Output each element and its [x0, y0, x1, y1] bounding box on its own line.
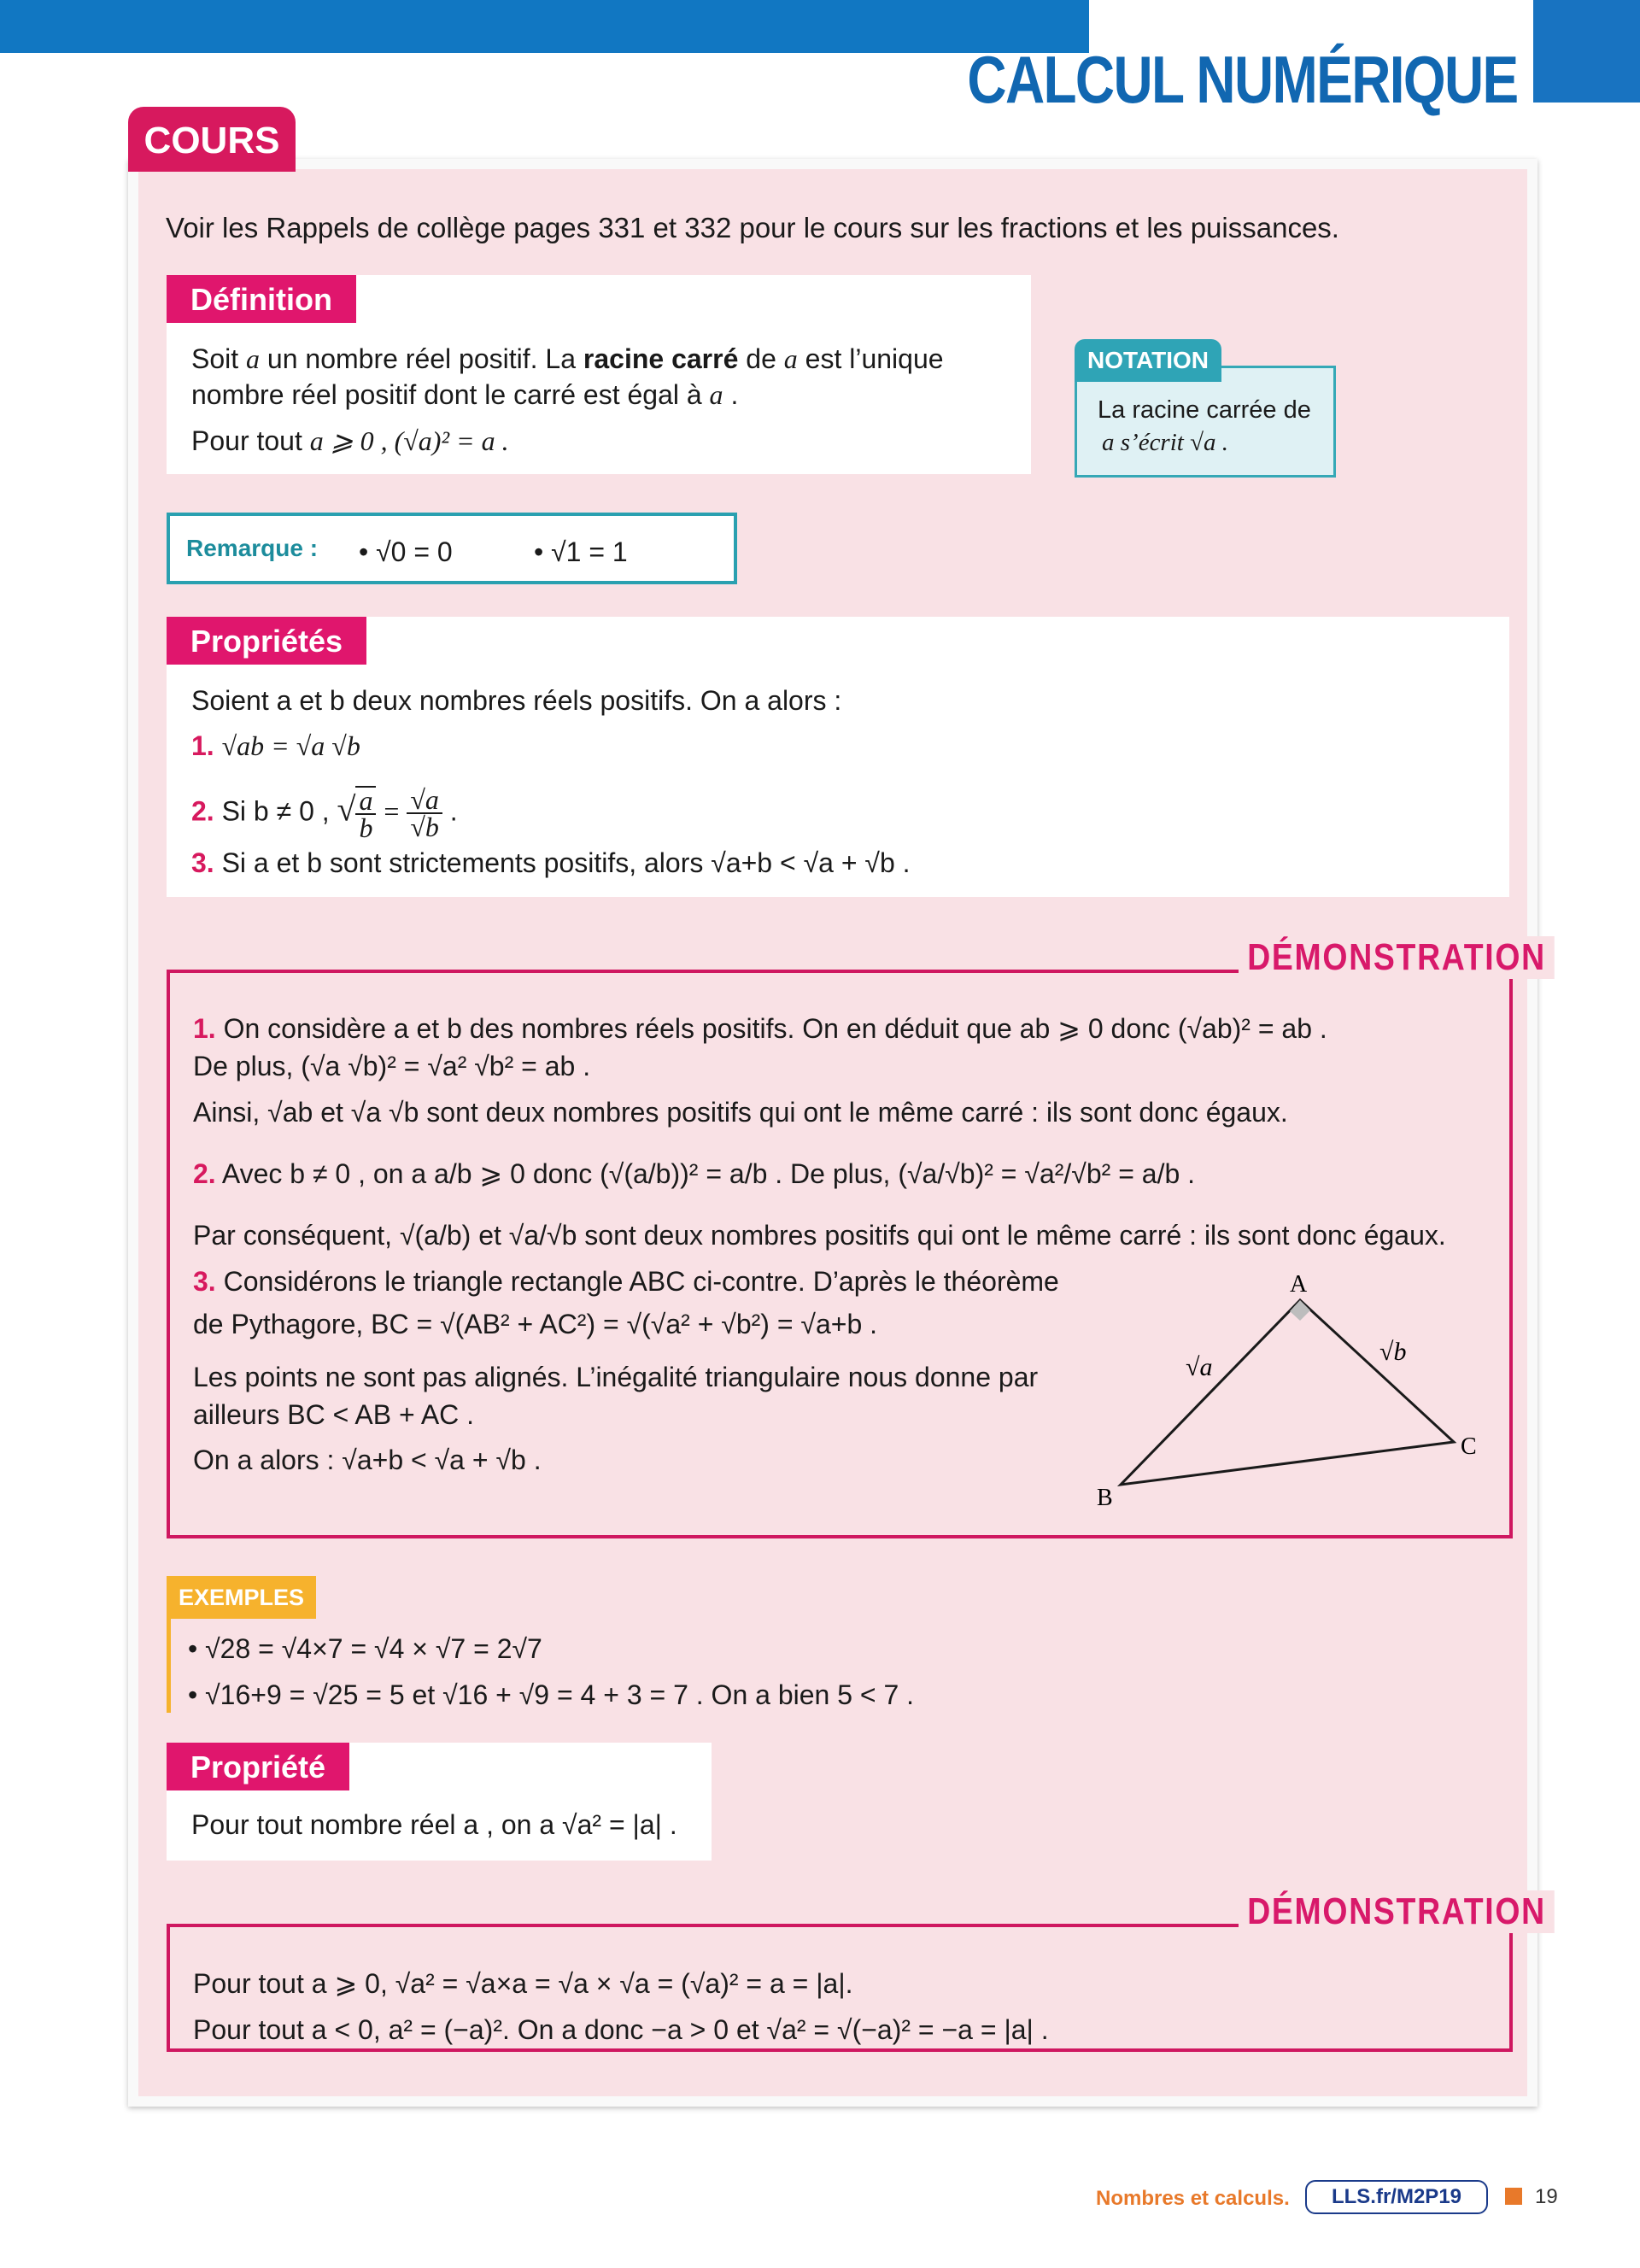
definition-line3: Pour tout a ⩾ 0 , (√a)² = a .: [191, 425, 509, 456]
definition-line1: Soit a un nombre réel positif. La racine carré de a est l’unique: [191, 343, 944, 374]
demo1-line1: 1. On considère a et b des nombres réels positifs. On en déduit que ab ⩾ 0 donc (√ab)² = ab .: [193, 1013, 1327, 1044]
triangle-abc: [1121, 1300, 1454, 1485]
definition-header: Définition: [167, 275, 356, 323]
footer-square: [1505, 2188, 1522, 2205]
property-3: 3. Si a et b sont strictements positifs, alors √a+b < √a + √b .: [191, 847, 911, 878]
demonstration-label-1: DÉMONSTRATION: [1239, 936, 1555, 979]
section-tab: COURS: [128, 107, 296, 172]
property-2: 2. Si b ≠ 0 , √ $\frac{a}{b}$ = $\frac{√a}{√b}$ .: [191, 784, 458, 843]
example-2: • √16+9 = √25 = 5 et √16 + √9 = 4 + 3 = 7 . On a bien 5 < 7 .: [188, 1679, 915, 1710]
property-1: 1. √ab = √a √b: [191, 730, 360, 761]
demo1-line9: ailleurs BC < AB + AC .: [193, 1399, 475, 1430]
demonstration-label-2: DÉMONSTRATION: [1239, 1890, 1555, 1933]
right-angle-mark: [1290, 1300, 1310, 1321]
demo1-line2: De plus, (√a √b)² = √a² √b² = ab .: [193, 1051, 591, 1081]
properties-header: Propriétés: [167, 617, 366, 665]
top-banner: [0, 0, 1089, 53]
demo1-line5: Par conséquent, √(a/b) et √a/√b sont deux nombres positifs qui ont le même carré : ils sont donc égaux.: [193, 1220, 1446, 1251]
properties-intro: Soient a et b deux nombres réels positifs. On a alors :: [191, 685, 842, 716]
intro-text: Voir les Rappels de collège pages 331 et 332 pour le cours sur les fractions et les puissances.: [166, 212, 1339, 243]
footer-chapter: Nombres et calculs.: [1096, 2187, 1290, 2210]
page-number: 19: [1535, 2185, 1558, 2208]
property2-text: Pour tout nombre réel a , on a √a² = |a| .: [191, 1809, 677, 1840]
notation-line1: La racine carrée de: [1098, 396, 1311, 424]
remark-item2: • √1 = 1: [534, 536, 628, 567]
demo1-line8: Les points ne sont pas alignés. L’inégalité triangulaire nous donne par: [193, 1362, 1039, 1392]
demo1-line3: Ainsi, √ab et √a √b sont deux nombres positifs qui ont le même carré : ils sont donc égaux.: [193, 1097, 1288, 1128]
examples-bar: [167, 1619, 171, 1713]
vertex-b-label: B: [1097, 1485, 1113, 1511]
demo1-line10: On a alors : √a+b < √a + √b .: [193, 1445, 542, 1475]
corner-tab: [1533, 0, 1640, 103]
examples-header: EXEMPLES: [167, 1576, 316, 1619]
vertex-a-label: A: [1290, 1271, 1308, 1298]
definition-line2: nombre réel positif dont le carré est égal à a .: [191, 379, 739, 410]
footer-link[interactable]: LLS.fr/M2P19: [1305, 2180, 1488, 2214]
demo1-line4: 2. Avec b ≠ 0 , on a a/b ⩾ 0 donc (√(a/b))² = a/b . De plus, (√a/√b)² = √a²/√b² = a/b .: [193, 1158, 1196, 1189]
remark-item1: • √0 = 0: [359, 536, 453, 567]
triangle-figure: [1085, 1264, 1495, 1521]
side-ab-label: √a: [1186, 1353, 1213, 1381]
vertex-c-label: C: [1461, 1433, 1477, 1460]
demo1-line7: de Pythagore, BC = √(AB² + AC²) = √(√a² + √b²) = √a+b .: [193, 1309, 878, 1339]
demo2-line2: Pour tout a < 0, a² = (−a)². On a donc −a > 0 et √a² = √(−a)² = −a = |a| .: [193, 2014, 1049, 2045]
notation-line2: a s’écrit √a .: [1102, 429, 1229, 456]
example-1: • √28 = √4×7 = √4 × √7 = 2√7: [188, 1633, 542, 1664]
demo1-line6: 3. Considérons le triangle rectangle ABC ci-contre. D’après le théorème: [193, 1266, 1059, 1297]
remark-label: Remarque :: [186, 535, 319, 561]
notation-header: NOTATION: [1075, 339, 1221, 382]
demo2-line1: Pour tout a ⩾ 0, √a² = √a×a = √a × √a = (√a)² = a = |a|.: [193, 1968, 853, 1999]
side-ac-label: √b: [1379, 1338, 1407, 1366]
property2-header: Propriété: [167, 1743, 349, 1790]
page-title: CALCUL NUMÉRIQUE: [967, 42, 1518, 117]
